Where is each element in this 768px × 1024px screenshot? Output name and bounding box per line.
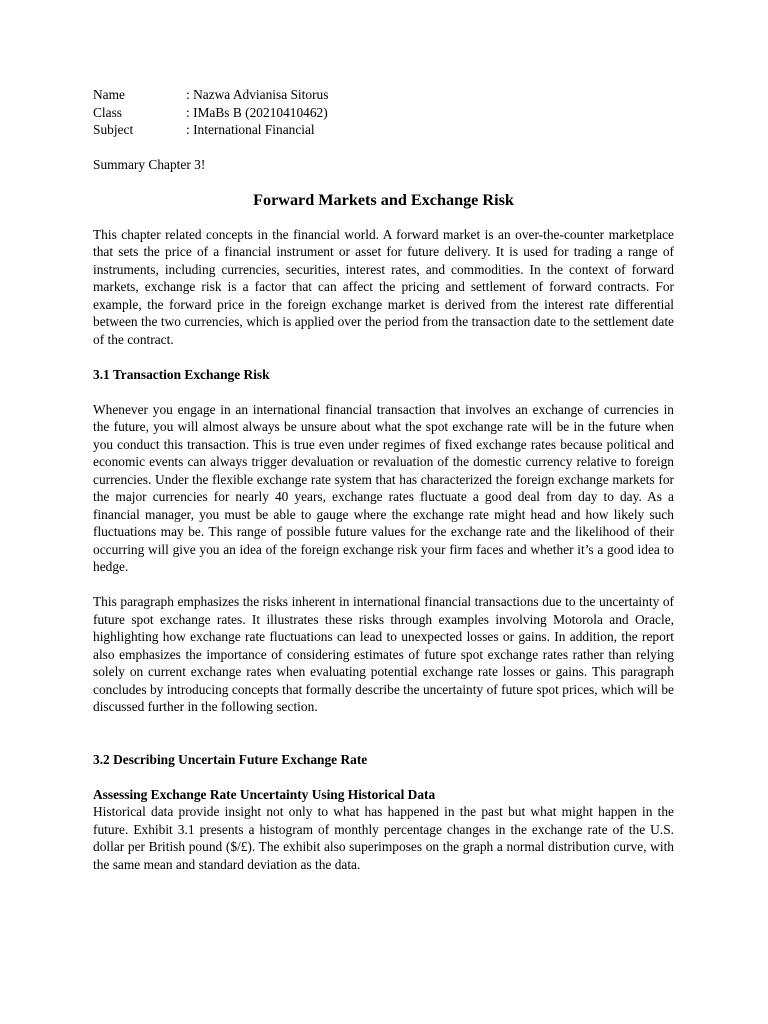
section-3-1-heading: 3.1 Transaction Exchange Risk <box>93 366 270 382</box>
intro-paragraph: This chapter related concepts in the financial world. A forward market is an over-the-counter marketplace that sets the price of a financial instrument or asset for future delivery. It is used for trading a range of instruments, including currencies, securities, interest rates, and commodities. In the context of forward markets, exchange risk is a factor that can affect the pricing and settlement of forward contracts. For example, the forward price in the foreign exchange market is derived from the interest rate differential between the two currencies, which is applied over the period from the transaction date to the settlement date of the contract. <box>93 226 674 347</box>
subject-label: Subject <box>93 122 134 137</box>
section-3-2-heading: 3.2 Describing Uncertain Future Exchange Rate <box>93 751 368 767</box>
document-title: Forward Markets and Exchange Risk <box>253 190 514 209</box>
summary-line: Summary Chapter 3! <box>93 157 206 172</box>
class-label: Class <box>93 104 123 120</box>
section-3-2-subheading: Assessing Exchange Rate Uncertainty Using Historical Data <box>93 786 436 802</box>
section-3-2-paragraph-1: Historical data provide insight not only to what has happened in the past but what might happen in the future. Exhibit 3.1 presents a histogram of monthly percentage changes in the exchange rate of the U.S. dollar per British pound ($/£). The exhibit also superimposes on the graph a normal distribution curve, with the same mean and standard deviation as the data. <box>93 804 674 872</box>
info-row-class <box>93 104 674 122</box>
name-value: : Nazwa Advianisa Sitorus <box>186 87 329 102</box>
section-3-1-paragraph-1: Whenever you engage in an international financial transaction that involves an exchange of currencies in the future, you will almost always be unsure about what the spot exchange rate will be in the future when you conduct this transaction. This is true even under regimes of fixed exchange rates because political and economic events can always trigger devaluation or revaluation of the domestic currency relative to foreign currencies. Under the flexible exchange rate system that has characterized the foreign exchange markets for the major currencies for nearly 40 years, exchange rates fluctuate a good deal from day to day. As a financial manager, you must be able to gauge where the exchange rate might head and how likely such fluctuations may be. This range of possible future values for the exchange rate and the likelihood of their occurring will give you an idea of the foreign exchange risk your firm faces and whether it’s a good idea to hedge. <box>93 401 674 574</box>
subject-value: : International Financial <box>186 122 315 137</box>
student-info <box>93 86 674 139</box>
info-row-name <box>93 86 674 104</box>
name-label: Name <box>93 87 125 102</box>
info-row-subject <box>93 121 674 139</box>
section-3-1-paragraph-2: This paragraph emphasizes the risks inherent in international financial transactions due to the uncertainty of future spot exchange rates. It illustrates these risks through examples involving Motorola and Oracle, highlighting how exchange rate fluctuations can lead to unexpected losses or gains. In addition, the report also emphasizes the importance of considering estimates of future spot exchange rates rather than relying solely on current exchange rates when evaluating potential exchange rate losses or gains. This paragraph concludes by introducing concepts that formally describe the uncertainty of future spot prices, which will be discussed further in the following section. <box>93 594 674 714</box>
document-page <box>93 86 674 873</box>
class-value: : IMaBs B (20210410462) <box>186 104 328 120</box>
